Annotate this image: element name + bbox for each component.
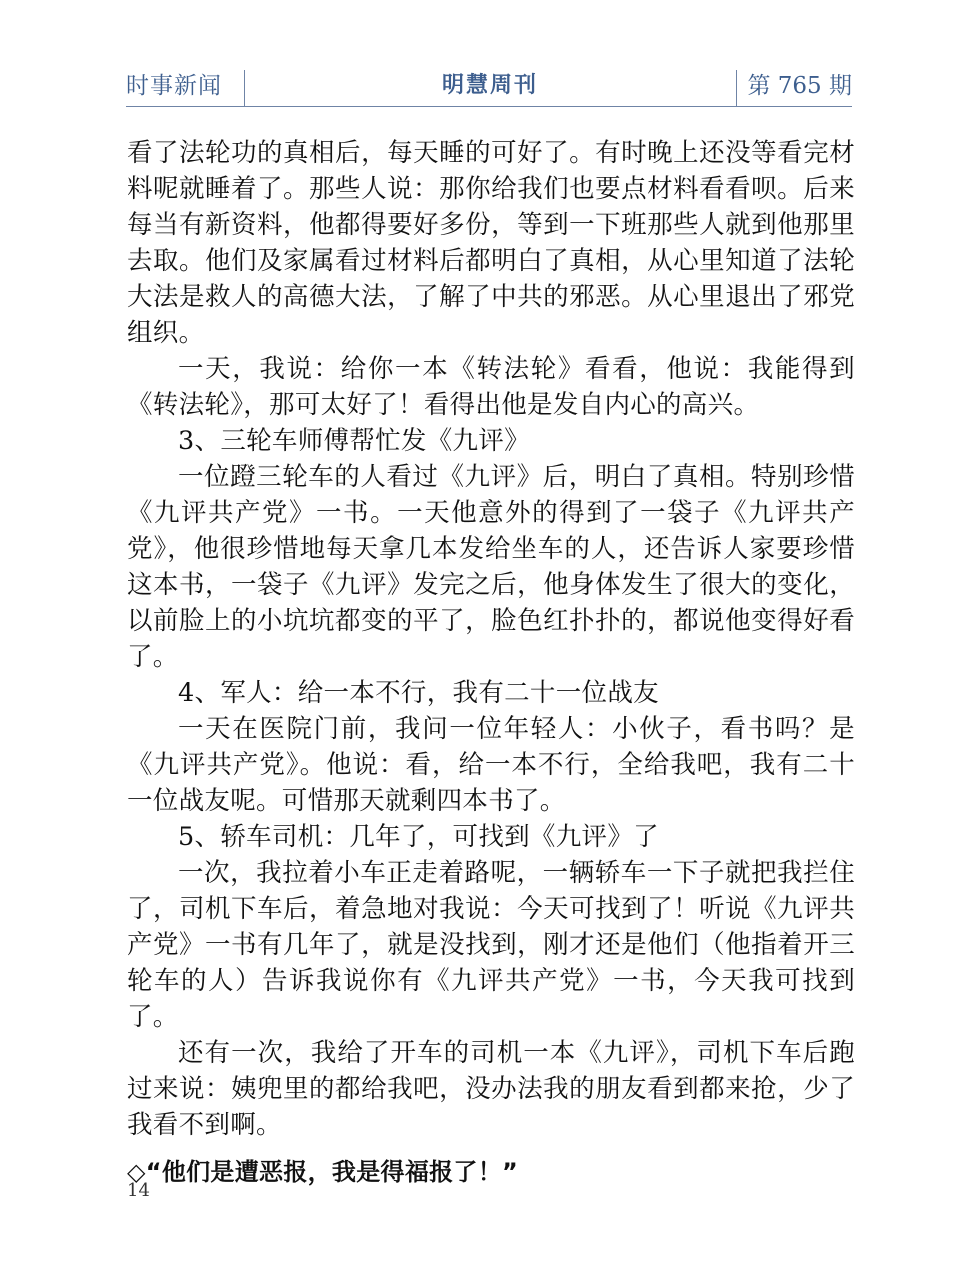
paragraph: 一天在医院门前，我问一位年轻人：小伙子，看书吗？是《九评共产党》。他说：看，给一本不行，全给我吧，我有二十一位战友呢。可惜那天就剩四本书了。 [127,714,855,816]
article-body [127,135,855,1191]
header-section-label: 时事新闻 [126,73,222,99]
paragraph: 一位蹬三轮车的人看过《九评》后，明白了真相。特别珍惜《九评共产党》一书。一天他意外的得到了一袋子《九评共产党》，他很珍惜地每天拿几本发给坐车的人，还告诉人家要珍惜这本书，一袋子《九评》发完之后，他身体发生了很大的变化，以前脸上的小坑坑都变的平了，脸色红扑扑的，都说他变得好看了。 [127,462,855,672]
paragraph: 还有一次，我给了开车的司机一本《九评》，司机下车后跑过来说：姨兜里的都给我吧，没办法我的朋友看到都来抢，少了我看不到啊。 [127,1038,855,1140]
paragraph: 一次，我拉着小车正走着路呢，一辆轿车一下子就把我拦住了，司机下车后，着急地对我说：今天可找到了！听说《九评共产党》一书有几年了，就是没找到，刚才还是他们（他指着开三轮车的人）告诉我说你有《九评共产党》一书，今天我可找到了。 [127,858,855,1032]
header-publication-title: 明慧周刊 [441,73,538,98]
page-header [126,70,852,106]
page-number: 14 [127,1180,150,1201]
section-heading: ◇“他们是遭恶报，我是得福报了！” [127,1158,519,1186]
subheading: 5、轿车司机：几年了，可找到《九评》了 [178,822,659,852]
paragraph: 一天，我说：给你一本《转法轮》看看，他说：我能得到《转法轮》，那可太好了！看得出他是发自内心的高兴。 [127,354,855,420]
paragraph: 看了法轮功的真相后，每天睡的可好了。有时晚上还没等看完材料呢就睡着了。那些人说：那你给我们也要点材料看看呗。后来每当有新资料，他都得要好多份，等到一下班那些人就到他那里去取。他们及家属看过材料后都明白了真相，从心里知道了法轮大法是救人的高德大法，了解了中共的邪恶。从心里退出了邪党组织。 [127,138,855,348]
header-divider-right [736,70,737,106]
subheading: 3、三轮车师傅帮忙发《九评》 [178,426,530,456]
header-issue-number: 第 765 期 [747,73,852,99]
subheading: 4、军人：给一本不行，我有二十一位战友 [178,678,659,708]
header-rule [126,106,852,107]
